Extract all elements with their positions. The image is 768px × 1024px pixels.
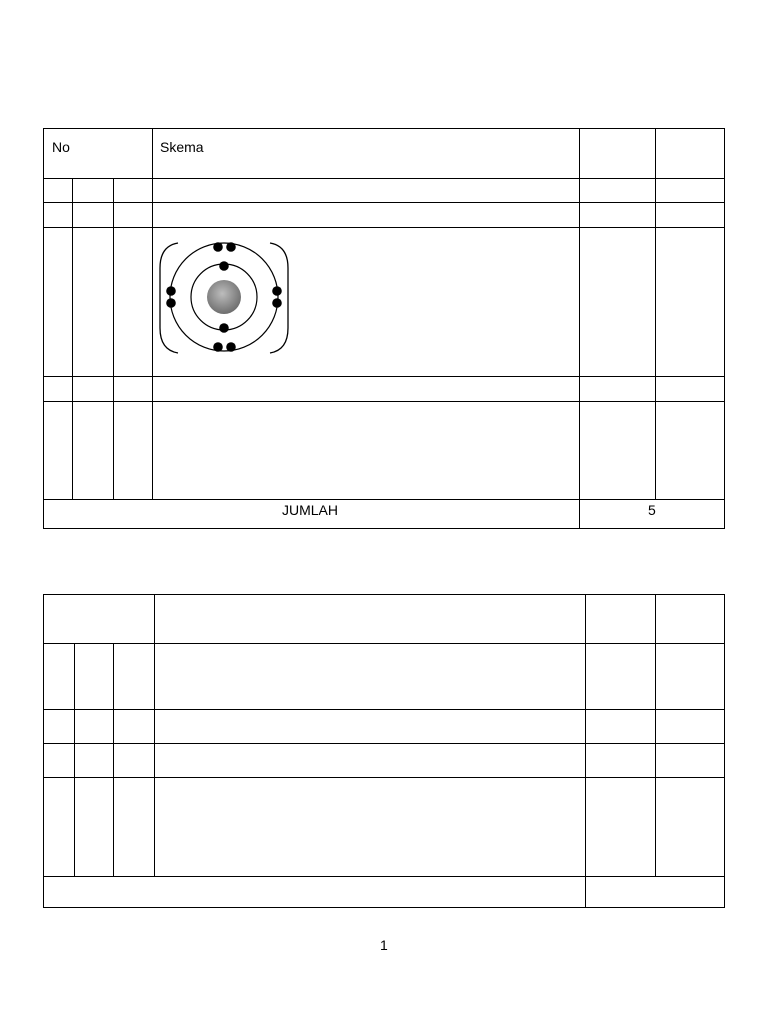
table-1-row-line [43, 376, 725, 377]
table-1-row-line [43, 202, 725, 203]
table-1-col-line [655, 128, 656, 499]
table-1-row-line [43, 401, 725, 402]
electron [219, 261, 229, 271]
table-2-col-line [154, 594, 155, 876]
table-1-col-line [72, 178, 73, 499]
electron [166, 286, 176, 296]
nucleus [207, 280, 241, 314]
header-skema: Skema [160, 139, 204, 155]
electron [213, 242, 223, 252]
electron-arrangement-diagram [156, 238, 292, 358]
table-2-col-line [74, 643, 75, 876]
electron [226, 242, 236, 252]
table-2-col-line [655, 594, 656, 876]
table-2-row-line [43, 643, 725, 644]
table-2-border-bottom [43, 907, 725, 908]
table-1-col-line [152, 128, 153, 499]
table-2-row-line [43, 876, 725, 877]
left-bracket [160, 243, 178, 353]
electron [226, 342, 236, 352]
table-2-border-left [43, 594, 44, 908]
electron [272, 298, 282, 308]
table-1-row-line [43, 227, 725, 228]
table-1-border-top [43, 128, 725, 129]
table-2-row-line [43, 777, 725, 778]
electron [219, 323, 229, 333]
total-label: JUMLAH [282, 502, 339, 518]
table-2-row-line [43, 709, 725, 710]
table-2-row-line [43, 743, 725, 744]
electron [272, 286, 282, 296]
table-1-row-line [43, 499, 725, 500]
electron [166, 298, 176, 308]
table-2-col-line [113, 643, 114, 876]
electron [213, 342, 223, 352]
table-2-border-top [43, 594, 725, 595]
table-1-row-line [43, 178, 725, 179]
table-1-border-bottom [43, 528, 725, 529]
table-1-col-line [579, 128, 580, 529]
page-number: 1 [380, 937, 388, 953]
table-2-col-line [585, 594, 586, 908]
table-1-border-right [724, 128, 725, 529]
total-marks: 5 [648, 502, 656, 518]
table-2-border-right [724, 594, 725, 908]
header-no: No [52, 139, 70, 155]
table-1-border-left [43, 128, 44, 529]
table-1-col-line [113, 178, 114, 499]
right-bracket [270, 243, 288, 353]
